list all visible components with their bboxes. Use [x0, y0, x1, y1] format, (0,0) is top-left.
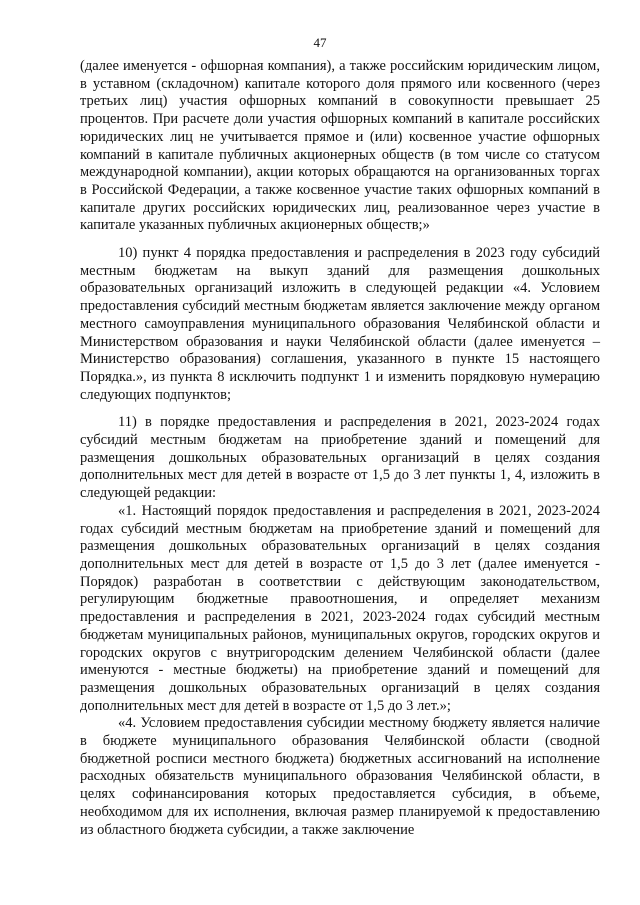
paragraph-quoted-point-4: «4. Условием предоставления субсидии местному бюджету является наличие в бюджете муниципального образования Челябинской области (сводной бюджетной росписи местного бюджета) бюджетных ассигнований на исполнение расходных обязательств муниципального образования Челябинской области, в целях софинансирования которых предоставляется субсидия, в объеме, необходимом для их исполнения, включая размер планируемой к предоставлению из областного бюджета субсидии, а также заключение	[80, 715, 600, 838]
document-body	[80, 58, 600, 839]
paragraph-offshore-continuation: (далее именуется - офшорная компания), а также российским юридическим лицом, в уставном (складочном) капитале которого доля прямого или косвенного (через третьих лиц) участия офшорных компаний в совокупности превышает 25 процентов. При расчете доли участия офшорных компаний в капитале российских юридических лиц не учитывается прямое и (или) косвенное участие офшорных компаний в капитале публичных акционерных обществ (в том числе со статусом международной компании), акции которых обращаются на организованных торгах в Российской Федерации, а также косвенное участие таких офшорных компаний в капитале других российских юридических лиц, реализованное через участие в капитале указанных публичных акционерных обществ;»	[80, 58, 600, 234]
paragraph-quoted-point-1: «1. Настоящий порядок предоставления и распределения в 2021, 2023-2024 годах субсидий местным бюджетам на приобретение зданий и помещений для размещения дошкольных образовательных организаций в целях создания дополнительных мест для детей в возрасте от 1,5 до 3 лет (далее именуется - Порядок) разработан в соответствии с действующим законодательством, регулирующим бюджетные правоотношения, и определяет механизм предоставления и распределения в 2021, 2023-2024 годах субсидий местным бюджетам муниципальных районов, муниципальных округов, городских округов и городских округов с внутригородским делением Челябинской области (далее именуются - местные бюджеты) на приобретение зданий и помещений для размещения дошкольных образовательных организаций в целях создания дополнительных мест для детей в возрасте от 1,5 до 3 лет.»;	[80, 502, 600, 714]
paragraph-item-10: 10) пункт 4 порядка предоставления и распределения в 2023 году субсидий местным бюджетам на выкуп зданий для размещения дошкольных образовательных организаций изложить в следующей редакции «4. Условием предоставления субсидий местным бюджетам является заключение между органом местного самоуправления муниципального образования Челябинской области и Министерством образования и науки Челябинской области (далее именуется – Министерство образования) соглашения, указанного в пункте 15 настоящего Порядка.», из пункта 8 исключить подпункт 1 и изменить порядковую нумерацию следующих подпунктов;	[80, 245, 600, 403]
paragraph-item-11: 11) в порядке предоставления и распределения в 2021, 2023-2024 годах субсидий местным бюджетам на приобретение зданий и помещений для размещения дошкольных образовательных организаций в целях создания дополнительных мест для детей в возрасте от 1,5 до 3 лет пункты 1, 4, изложить в следующей редакции:	[80, 414, 600, 502]
page-number: 47	[313, 35, 327, 50]
